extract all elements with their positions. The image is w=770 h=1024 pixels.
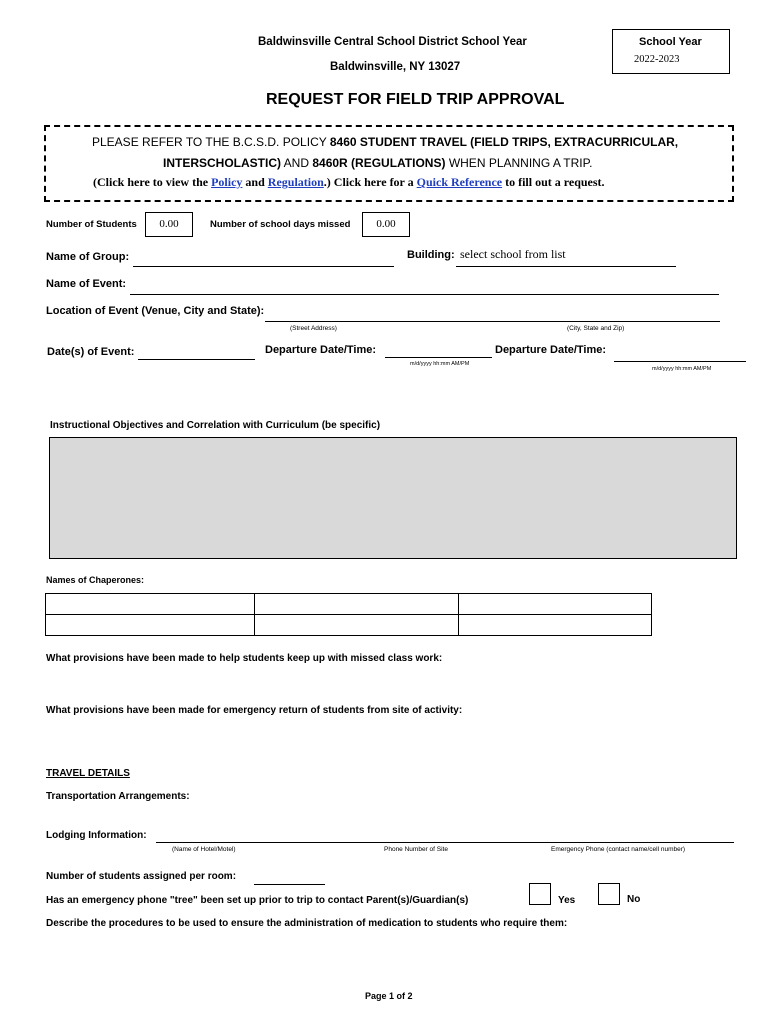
num-students-label: Number of Students (46, 219, 137, 230)
policy-and: AND (281, 156, 313, 170)
no-label: No (627, 894, 641, 905)
lodging-input[interactable] (156, 842, 734, 843)
building-select[interactable]: select school from list (460, 247, 566, 261)
medication-question: Describe the procedures to be used to ensure the administration of medication to students who require them: (46, 918, 568, 929)
policy-interscholastic: INTERSCHOLASTIC) (163, 156, 281, 170)
objectives-textarea[interactable] (49, 437, 737, 559)
phone-tree-question: Has an emergency phone "tree" been set up prior to trip to contact Parent(s)/Guardian(s) (46, 895, 469, 906)
lodging-label: Lodging Information: (46, 830, 147, 841)
chaperone-row (46, 594, 652, 615)
policy-text-2: WHEN PLANNING A TRIP. (445, 156, 593, 170)
policy-line-2 (163, 156, 592, 170)
chaperone-cell[interactable] (46, 615, 255, 636)
school-year-value: 2022-2023 (634, 54, 680, 65)
policy-text-3b: and (242, 175, 268, 189)
district-address: Baldwinsville, NY 13027 (330, 61, 461, 73)
policy-text-3a: (Click here to view the (93, 175, 212, 189)
emergency-phone-hint: Emergency Phone (contact name/cell number) (551, 846, 686, 853)
yes-label: Yes (558, 895, 576, 906)
event-label: Name of Event: (46, 278, 127, 290)
departure-1-input[interactable] (385, 357, 492, 358)
departure-1-label: Departure Date/Time: (265, 344, 377, 356)
page-title: REQUEST FOR FIELD TRIP APPROVAL (266, 91, 565, 108)
school-year-label: School Year (639, 36, 702, 48)
travel-heading: TRAVEL DETAILS (46, 768, 130, 779)
building-underline (456, 266, 676, 267)
policy-link[interactable]: Policy (211, 175, 243, 189)
days-missed-input[interactable]: 0.00 (362, 212, 410, 237)
emergency-return-question: What provisions have been made for emergency return of students from site of activity: (46, 705, 463, 716)
location-input[interactable] (265, 321, 720, 322)
policy-line-1 (92, 135, 678, 149)
dates-label: Date(s) of Event: (47, 346, 135, 358)
district-name: Baldwinsville Central School District School Year (258, 36, 527, 48)
chaperones-table (45, 593, 652, 636)
departure-2-hint: m/d/yyyy hh:mm AM/PM (652, 366, 712, 372)
group-label: Name of Group: (46, 251, 130, 263)
chaperones-label: Names of Chaperones: (46, 575, 145, 585)
policy-8460r: 8460R (REGULATIONS) (312, 156, 446, 170)
school-year-box (612, 29, 730, 74)
chaperone-cell[interactable] (459, 594, 652, 615)
location-label: Location of Event (Venue, City and State): (46, 305, 265, 317)
chaperone-cell[interactable] (255, 615, 459, 636)
chaperone-cell[interactable] (459, 615, 652, 636)
city-hint: (City, State and Zip) (567, 325, 625, 332)
policy-text-3d: to fill out a request. (502, 175, 605, 189)
site-phone-hint: Phone Number of Site (384, 846, 448, 853)
departure-2-label: Departure Date/Time: (495, 344, 607, 356)
page-number: Page 1 of 2 (365, 991, 413, 1001)
chaperone-cell[interactable] (46, 594, 255, 615)
regulation-link[interactable]: Regulation (267, 175, 324, 189)
per-room-input[interactable] (254, 884, 325, 885)
transportation-label: Transportation Arrangements: (46, 791, 190, 802)
no-checkbox[interactable] (598, 883, 620, 905)
departure-1-hint: m/d/yyyy hh:mm AM/PM (410, 361, 470, 367)
street-hint: (Street Address) (290, 325, 337, 332)
num-students-input[interactable]: 0.00 (145, 212, 193, 237)
missed-work-question: What provisions have been made to help students keep up with missed class work: (46, 653, 443, 664)
dates-input[interactable] (138, 359, 255, 360)
group-input[interactable] (133, 266, 394, 267)
chaperone-cell[interactable] (255, 594, 459, 615)
departure-2-input[interactable] (614, 361, 746, 362)
quick-reference-link[interactable]: Quick Reference (416, 175, 503, 189)
days-missed-label: Number of school days missed (210, 219, 351, 230)
hotel-hint: (Name of Hotel/Motel) (172, 846, 236, 853)
policy-text-3c: .) Click here for a (323, 175, 417, 189)
policy-line-3 (93, 175, 605, 190)
per-room-label: Number of students assigned per room: (46, 871, 237, 882)
event-input[interactable] (130, 294, 719, 295)
objectives-label: Instructional Objectives and Correlation with Curriculum (be specific) (50, 420, 381, 431)
building-label: Building: (407, 249, 455, 261)
policy-8460: 8460 STUDENT TRAVEL (FIELD TRIPS, EXTRACURRICULAR, (329, 135, 679, 149)
policy-text-1: PLEASE REFER TO THE B.C.S.D. POLICY (92, 135, 330, 149)
policy-box (44, 125, 734, 202)
yes-checkbox[interactable] (529, 883, 551, 905)
chaperone-row (46, 615, 652, 636)
